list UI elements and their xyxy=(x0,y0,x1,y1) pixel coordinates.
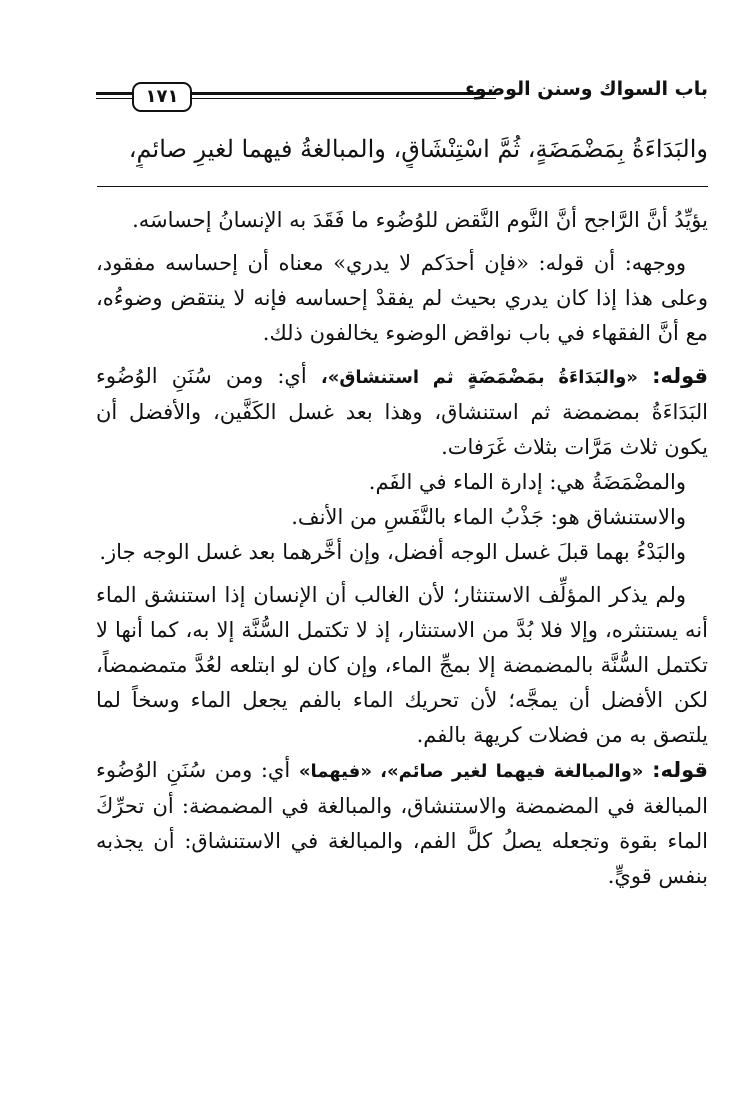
paragraph-qawluhu xyxy=(96,753,708,894)
qawluhu-label: قوله: xyxy=(652,364,708,388)
page-header xyxy=(96,74,708,114)
page-number: ١٧١ xyxy=(132,82,192,112)
paragraph: والاستنشاق هو: جَذْبُ الماء بالنَّفَسِ من الأنف. xyxy=(291,505,686,529)
matn-text: والبَدَاءَةُ بِمَضْمَضَةٍ، ثُمَّ اسْتِنْشَاقٍ، والمبالغةُ فيهما لغيرِ صائمٍ، xyxy=(128,135,708,163)
matn-divider xyxy=(97,186,708,187)
paragraph: ولم يذكر المؤلِّف الاستنثار؛ لأن الغالب أن الإنسان إذا استنشق الماء أنه يستنثره، وإلا فلا بُدَّ من الاستنثار، إذ لا تكتمل السُّنَّة إلا به، كما أنها لا تكتمل السُّنَّة بالمضمضة إلا بمجِّ الماء، وإن كان لو ابتلعه لعُدَّ متمضمضاً، لكن الأفضل أن يمجَّه؛ لأن تحريك الماء بالفم يجعل الماء وسخاً لما يلتصق به من فضلات كريهة بالفم. xyxy=(96,583,708,747)
commentary-body xyxy=(96,203,708,1053)
qawluhu-label: قوله: xyxy=(652,758,708,782)
paragraph: ووجهه: أن قوله: «فإن أحدَكم لا يدري» معناه أن إحساسه مفقود، وعلى هذا إذا كان يدري بحيث لم يفقدْ إحساسه فإنه لا ينتقض وضوءُه، مع أنَّ الفقهاء في باب نواقض الوضوء يخالفون ذلك. xyxy=(96,251,708,345)
paragraph-text: أي: ومن سُنَنِ الوُضُوء المبالغة في المضمضة والاستنشاق، والمبالغة في المضمضة: أن تحرِّكَ الماء بقوة وتجعله يصلُ كلَّ الفم، والمبالغة في الاستنشاق: أن يجذبه بنفس قويٍّ. xyxy=(96,758,708,888)
paragraph: يؤيِّدُ أنَّ الرَّاجح أنَّ النَّوم النَّقض للوُضُوء ما فَقَدَ به الإنسانُ إحساسَه. xyxy=(132,208,708,232)
paragraph: والبَدْءُ بهما قبلَ غسل الوجه أفضل، وإن أخَّرهما بعد غسل الوجه جاز. xyxy=(99,540,686,564)
matn-quote: «والمبالغة فيهما لغير صائم»، «فيهما» xyxy=(298,761,644,782)
paragraph: والمضْمَضَةُ هي: إدارة الماء في الفَم. xyxy=(368,470,686,494)
paragraph-qawluhu xyxy=(96,359,708,465)
matn-quote: «والبَدَاءَةُ بمَضْمَضَةٍ ثم استنشاق»، xyxy=(320,367,638,388)
chapter-title: باب السواك وسنن الوضوء xyxy=(465,78,708,100)
paragraph-text: أي: ومن سُنَنِ الوُضُوء البَدَاءَةُ بمضمضة ثم استنشاق، وهذا بعد غسل الكَفَّين، والأفضل أن يكون ثلاث مَرَّات بثلاث غَرَفات. xyxy=(96,364,708,459)
